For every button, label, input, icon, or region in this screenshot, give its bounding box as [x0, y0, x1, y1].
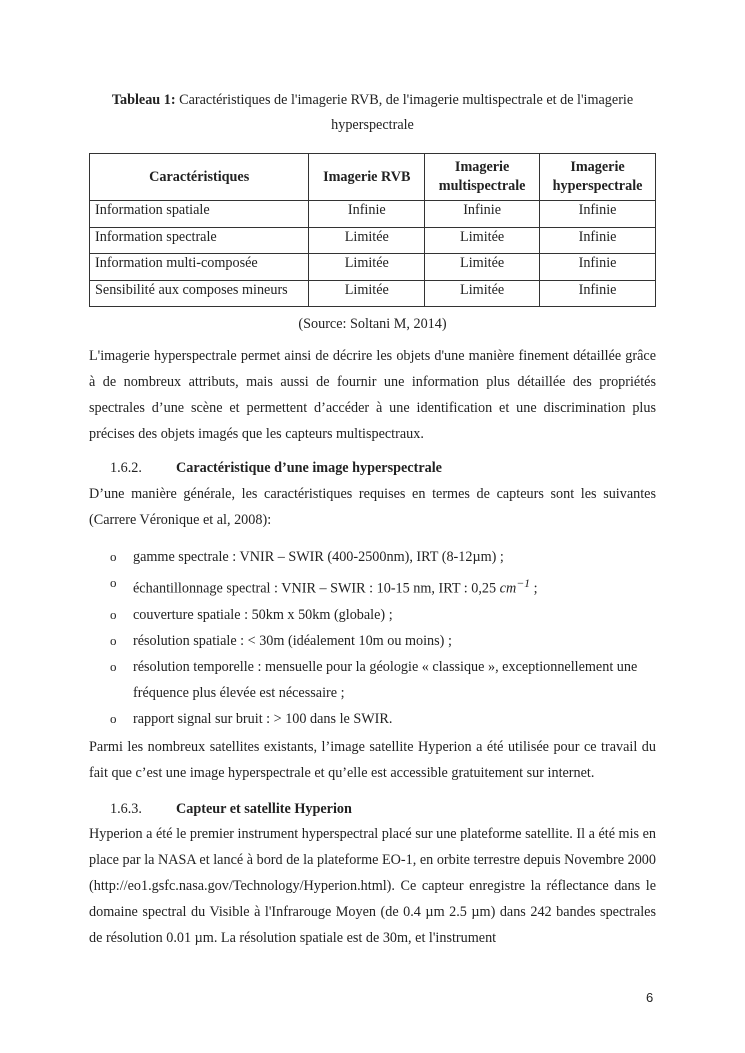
header-imagerie-rvb: Imagerie RVB	[309, 154, 425, 201]
list-item	[110, 602, 656, 628]
list-item	[110, 544, 656, 570]
cell-multispectrale: Infinie	[425, 201, 540, 228]
header-imagerie-hyperspectrale: Imagerie hyperspectrale	[540, 154, 656, 201]
list-item	[110, 628, 656, 654]
bullet-marker: o	[110, 575, 117, 590]
section-number: 1.6.2.	[110, 460, 142, 476]
list-item-text: résolution spatiale : < 30m (idéalement 10m ou moins) ;	[133, 632, 452, 649]
cell-multispectrale: Limitée	[425, 227, 540, 254]
math-unit: cm	[499, 580, 517, 597]
table-row	[90, 280, 656, 307]
cell-hyperspectrale: Infinie	[540, 227, 656, 254]
table-caption-label: Tableau 1:	[111, 92, 176, 108]
bullet-marker: o	[110, 658, 117, 674]
bullet-marker: o	[110, 710, 117, 726]
table-row	[90, 254, 656, 281]
paragraph-hyperspectral-intro: L'imagerie hyperspectrale permet ainsi de décrire les objets d'une manière finement détaillée grâce à de nombreux attributs, mais aussi de fournir une information plus détaillée des propriétés spectrales d’une scène et permettent d’accéder à une identification et une discrimination plus précises des objets imagés que les capteurs multispectraux.	[89, 348, 656, 442]
row-label: Sensibilité aux composes mineurs	[90, 280, 309, 307]
list-item-text: rapport signal sur bruit : > 100 dans le SWIR.	[133, 710, 393, 727]
list-item-text: couverture spatiale : 50km x 50km (globale) ;	[133, 606, 393, 623]
requirements-list	[110, 544, 656, 732]
section-heading-1-6-2	[110, 457, 442, 479]
cell-rvb: Limitée	[309, 280, 425, 307]
list-item	[110, 706, 656, 732]
bullet-marker: o	[110, 632, 117, 648]
list-item	[110, 654, 656, 706]
paragraph-hyperion-description: Hyperion a été le premier instrument hyperspectral placé sur une plateforme satellite. Il a été mis en place par la NASA et lancé à bord de la plateforme EO-1, en orbite terrestre depuis Novembre 2000 (http://eo1.gsfc.nasa.gov/Technology/Hyperion.html). Ce capteur enregistre la réflectance dans le domaine spectral du Visible à l'Infrarouge Moyen (de 0.4 µm 2.5 µm) dans 242 bandes spectrales de résolution 0.01 µm. La résolution spatiale est de 30m, et l'instrument	[89, 826, 656, 946]
cell-rvb: Limitée	[309, 227, 425, 254]
row-label: Information spectrale	[90, 227, 309, 254]
bullet-marker: o	[110, 549, 117, 564]
section-heading-1-6-3	[110, 798, 352, 820]
cell-rvb: Limitée	[309, 254, 425, 281]
math-exponent: −1	[516, 576, 531, 590]
page-number: 6	[646, 990, 654, 1005]
row-label: Information multi-composée	[90, 254, 309, 281]
row-label: Information spatiale	[90, 201, 309, 228]
section-title: Caractéristique d’une image hyperspectrale	[176, 460, 442, 476]
paragraph-hyperion-choice: Parmi les nombreux satellites existants, l’image satellite Hyperion a été utilisée pour ce travail du fait que c’est une image hyperspectrale et qu’elle est accessible gratuitement sur internet.	[89, 739, 656, 781]
math-suffix: ;	[530, 580, 538, 597]
paragraph-requirements-intro: D’une manière générale, les caractéristiques requises en termes de capteurs sont les suivantes (Carrere Véronique et al, 2008):	[89, 486, 656, 528]
list-item-text: échantillonnage spectral : VNIR – SWIR : 10-15 nm, IRT : 0,25	[133, 580, 500, 597]
table-header-row	[90, 154, 656, 201]
table-source: (Source: Soltani M, 2014)	[298, 316, 447, 332]
table-caption-text: Caractéristiques de l'imagerie RVB, de l'imagerie multispectrale et de l'imagerie hyperspectrale	[175, 92, 634, 133]
section-number: 1.6.3.	[110, 801, 142, 817]
section-title: Capteur et satellite Hyperion	[176, 801, 352, 817]
bullet-marker: o	[110, 606, 117, 622]
list-item	[110, 570, 656, 602]
cell-rvb: Infinie	[309, 201, 425, 228]
table-row	[90, 201, 656, 228]
table-row	[90, 227, 656, 254]
header-imagerie-multispectrale: Imagerie multispectrale	[425, 154, 540, 201]
header-caracteristiques: Caractéristiques	[90, 154, 309, 201]
cell-hyperspectrale: Infinie	[540, 280, 656, 307]
list-item-text: gamme spectrale : VNIR – SWIR (400-2500nm), IRT (8-12µm) ;	[133, 549, 504, 565]
table-caption	[89, 88, 656, 138]
cell-multispectrale: Limitée	[425, 254, 540, 281]
cell-hyperspectrale: Infinie	[540, 254, 656, 281]
cell-hyperspectrale: Infinie	[540, 201, 656, 228]
list-item-text: résolution temporelle : mensuelle pour la géologie « classique », exceptionnellement une fréquence plus élevée est nécessaire ;	[133, 658, 638, 701]
cell-multispectrale: Limitée	[425, 280, 540, 307]
characteristics-table	[89, 153, 656, 307]
